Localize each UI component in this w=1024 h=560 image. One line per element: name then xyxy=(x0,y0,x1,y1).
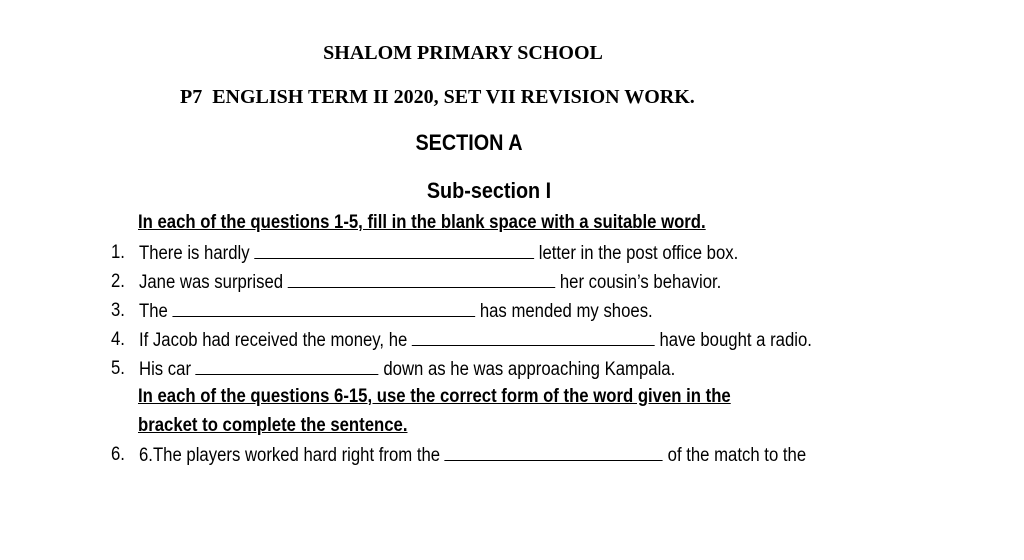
question-number: 1. xyxy=(111,242,125,263)
question-6 xyxy=(139,444,806,467)
question-text-after: have bought a radio. xyxy=(659,330,812,351)
question-number: 2. xyxy=(111,271,125,292)
question-number: 4. xyxy=(111,329,125,350)
document-subtitle: P7 ENGLISH TERM II 2020, SET VII REVISION WORK. xyxy=(180,86,695,108)
question-text-after: has mended my shoes. xyxy=(479,301,653,322)
question-3 xyxy=(139,300,653,323)
question-text-after: of the match to the xyxy=(667,445,807,466)
question-text-after: letter in the post office box. xyxy=(538,243,739,264)
question-number: 6. xyxy=(111,444,125,465)
question-number: 5. xyxy=(111,358,125,379)
question-text-before: 6.The players worked hard right from the xyxy=(139,445,441,466)
answer-blank[interactable] xyxy=(254,242,534,259)
answer-blank[interactable] xyxy=(412,329,655,346)
question-number: 3. xyxy=(111,300,125,321)
answer-blank[interactable] xyxy=(288,271,556,288)
question-text-after: her cousin’s behavior. xyxy=(559,272,722,293)
question-text-before: There is hardly xyxy=(139,243,250,264)
question-text-before: His car xyxy=(139,359,192,380)
question-1 xyxy=(139,242,738,265)
instruction-6-15-line2: bracket to complete the sentence. xyxy=(138,415,408,436)
question-4 xyxy=(139,329,812,352)
answer-blank[interactable] xyxy=(196,358,379,375)
subsection-heading: Sub-section I xyxy=(426,178,552,203)
instruction-1-5: In each of the questions 1-5, fill in the blank space with a suitable word. xyxy=(138,212,706,233)
answer-blank[interactable] xyxy=(172,300,475,317)
question-text-before: Jane was surprised xyxy=(139,272,284,293)
question-text-before: The xyxy=(139,301,168,322)
question-2 xyxy=(139,271,721,294)
question-text-before: If Jacob had received the money, he xyxy=(139,330,408,351)
school-name: SHALOM PRIMARY SCHOOL xyxy=(323,42,603,64)
instruction-6-15-line1: In each of the questions 6-15, use the correct form of the word given in the xyxy=(138,386,731,407)
section-heading: SECTION A xyxy=(415,130,523,155)
answer-blank[interactable] xyxy=(445,444,663,461)
question-5 xyxy=(139,358,675,381)
question-text-after: down as he was approaching Kampala. xyxy=(383,359,676,380)
